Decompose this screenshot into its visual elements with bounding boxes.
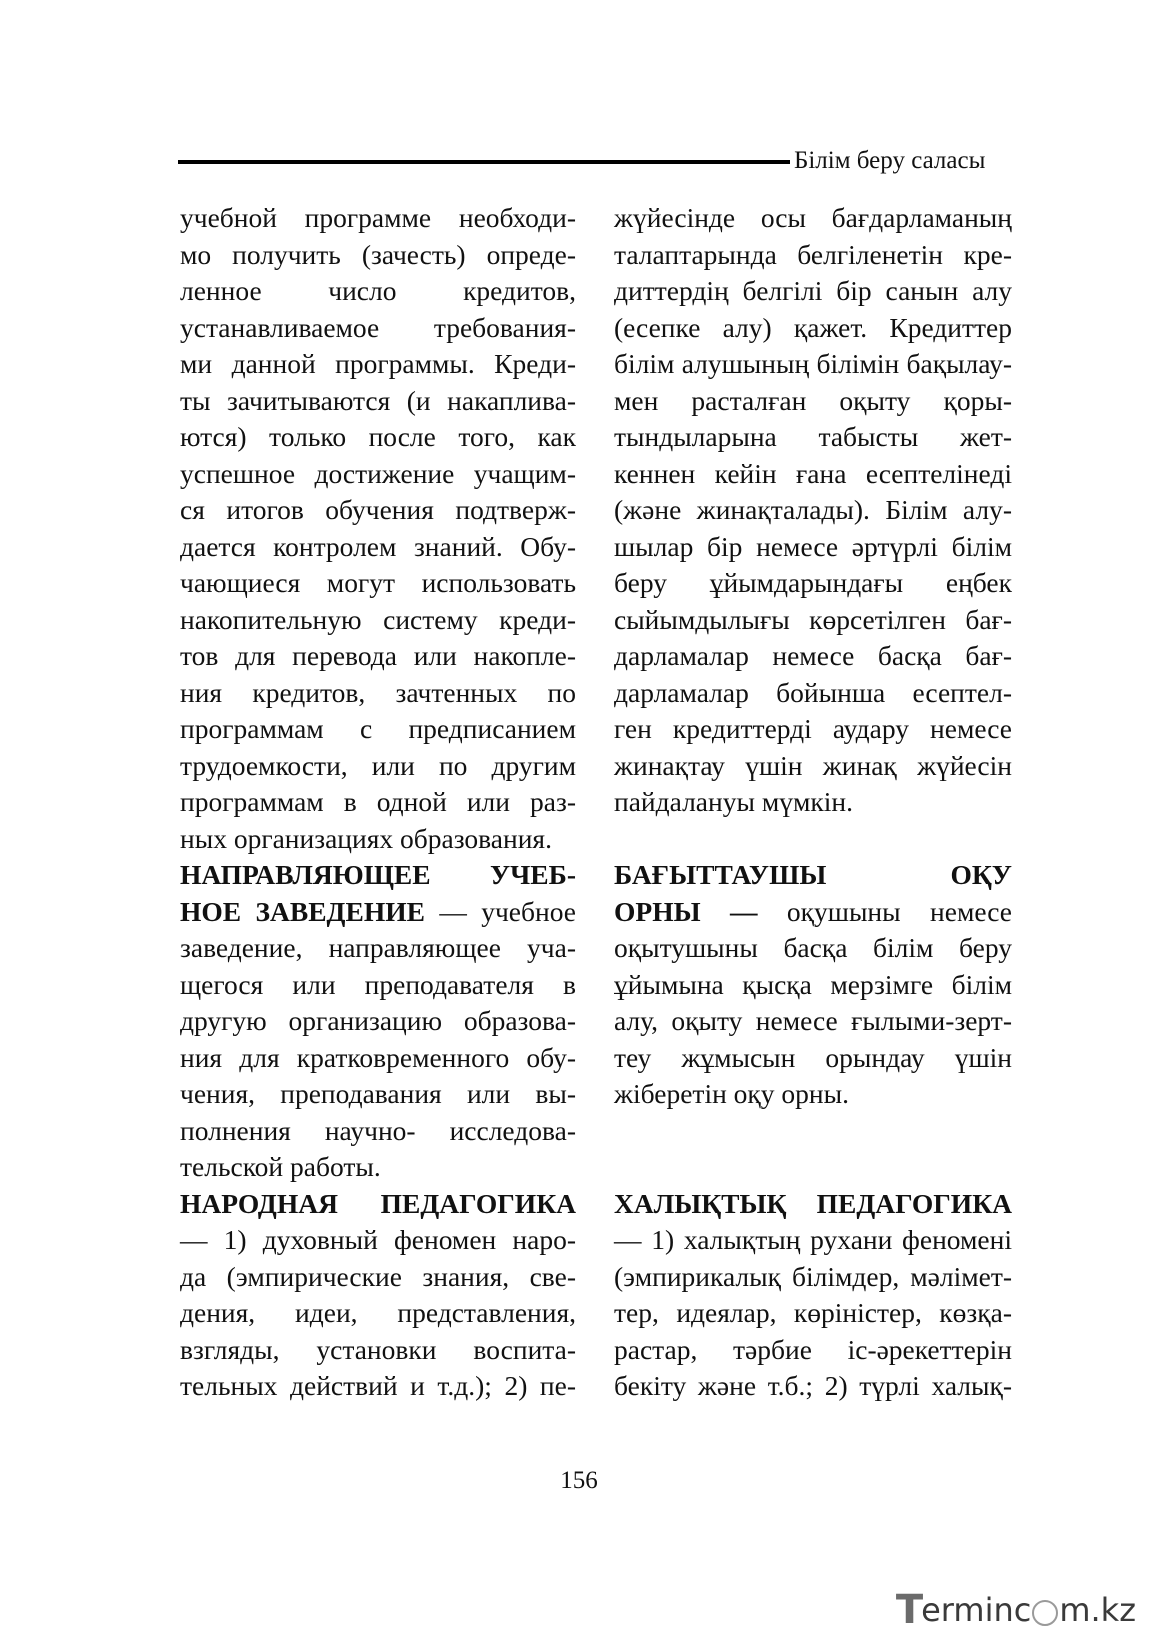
text-line: жіберетін оқу орны. (614, 1078, 849, 1109)
text-line: (эмпирикалық білімдер, мәлімет- (614, 1260, 1012, 1292)
text-line: ұйымына қысқа мерзімге білім (614, 968, 1012, 1000)
text-line: ных организациях образования. (180, 822, 552, 854)
text-line: оқытушыны басқа білім беру (614, 932, 1012, 963)
text-line: ленное число кредитов, (180, 275, 576, 306)
text-line: устанавливаемое требования- (180, 311, 576, 343)
text-line: успешное достижение учащим- (180, 457, 576, 489)
definition-text: — учебное (424, 895, 576, 927)
text-line: тельской работы. (180, 1151, 381, 1182)
text-line: тындыларына табысты жет- (614, 421, 1012, 452)
text-line: диттердің белгілі бір санын алу (614, 275, 1012, 306)
text-line: шылар бір немесе әртүрлі білім (614, 530, 1012, 562)
text-line: (және жинақталады). Білім алу- (614, 494, 1012, 525)
text-line: — 1) халықтың рухани феномені (614, 1224, 1012, 1255)
text-line: полнения научно- исследова- (180, 1114, 576, 1146)
text-line: щегося или преподавателя в (180, 968, 576, 1000)
text-line: учебной программе необходи- (180, 202, 576, 233)
text-line: ются) только после того, как (180, 421, 576, 452)
entry-term: НАПРАВЛЯЮЩЕЕ УЧЕБ- (180, 859, 576, 890)
text-line: теу жұмысын орындау үшін (614, 1041, 1012, 1073)
text-line: беру ұйымдарындағы еңбек (614, 567, 1012, 598)
text-line: (есепке алу) қажет. Кредиттер (614, 311, 1012, 343)
text-line: ния для кратковременного обу- (180, 1041, 576, 1073)
text-line: талаптарында белгіленетін кре- (614, 238, 1012, 270)
terminology-watermark-logo (895, 1587, 1136, 1633)
text-line: программам в одной или раз- (180, 786, 576, 817)
text-line: ся итогов обучения подтверж- (180, 494, 576, 525)
text-line: тельных действий и т.д.); 2) пе- (180, 1370, 576, 1401)
ring-icon (1032, 1600, 1058, 1626)
text-line: ми данной программы. Креди- (180, 348, 576, 379)
text-line: кеннен кейін ғана есептелінеді (614, 457, 1012, 489)
spacer (614, 821, 1012, 858)
text-line: сыйымдылығы көрсетілген бағ- (614, 603, 1012, 635)
watermark-text: erminc (921, 1591, 1032, 1629)
entry-term: НОЕ ЗАВЕДЕНИЕ (180, 895, 425, 927)
page-number: 156 (560, 1467, 598, 1494)
spacer (614, 1149, 1012, 1186)
text-line: жүйесінде осы бағдарламаның (614, 202, 1012, 233)
text-line: бекіту және т.б.; 2) түрлі халық- (614, 1370, 1012, 1401)
entry-term: БАҒЫТТАУШЫ ОҚУ (614, 859, 1012, 890)
text-line: ген кредиттерді аудару немесе (614, 713, 1012, 744)
text-line: растар, тәрбие іс-әрекеттерін (614, 1333, 1012, 1365)
text-line: дения, идеи, представления, (180, 1297, 576, 1328)
watermark-suffix: m.kz (1059, 1591, 1136, 1629)
text-line: дается контролем знаний. Обу- (180, 530, 576, 562)
entry-term-line (614, 894, 1012, 931)
text-line: ты зачитываются (и накаплива- (180, 384, 576, 416)
text-line: мен расталған оқыту қоры- (614, 384, 1012, 416)
right-column (614, 200, 1012, 1405)
text-line: чающиеся могут использовать (180, 567, 576, 598)
text-line: другую организацию образова- (180, 1005, 576, 1036)
entry-term: ХАЛЫҚТЫҚ ПЕДАГОГИКА (614, 1187, 1012, 1219)
text-line: взгляды, установки воспита- (180, 1333, 576, 1365)
text-line: тер, идеялар, көріністер, көзқа- (614, 1297, 1012, 1328)
left-column (180, 200, 576, 1405)
header-rule (178, 160, 790, 164)
text-line: дарламалар бойынша есептел- (614, 676, 1012, 708)
text-line: ния кредитов, зачтенных по (180, 676, 576, 708)
watermark-initial: T (895, 1587, 924, 1633)
entry-term: НАРОДНАЯ ПЕДАГОГИКА (180, 1187, 576, 1219)
text-line: трудоемкости, или по другим (180, 749, 576, 781)
text-line: жинақтау үшін жинақ жүйесін (614, 749, 1012, 781)
entry-term-line (180, 894, 576, 931)
text-line: программам с предписанием (180, 713, 576, 744)
text-line: мо получить (зачесть) опреде- (180, 238, 576, 270)
text-line: алу, оқыту немесе ғылыми-зерт- (614, 1005, 1012, 1036)
text-line: дарламалар немесе басқа бағ- (614, 640, 1012, 671)
section-title: Білім беру саласы (794, 147, 986, 174)
definition-text: оқушыны немесе (757, 895, 1012, 927)
text-line: заведение, направляющее уча- (180, 932, 576, 963)
entry-term: ОРНЫ — (614, 895, 758, 927)
text-line: — 1) духовный феномен наро- (180, 1224, 576, 1255)
spacer (614, 1113, 1012, 1150)
text-line: чения, преподавания или вы- (180, 1078, 576, 1109)
text-line: пайдалануы мүмкін. (614, 786, 853, 817)
text-line: да (эмпирические знания, све- (180, 1260, 576, 1292)
text-line: білім алушының білімін бақылау- (614, 348, 1012, 379)
text-line: накопительную систему креди- (180, 603, 576, 635)
text-line: тов для перевода или накопле- (180, 640, 576, 671)
